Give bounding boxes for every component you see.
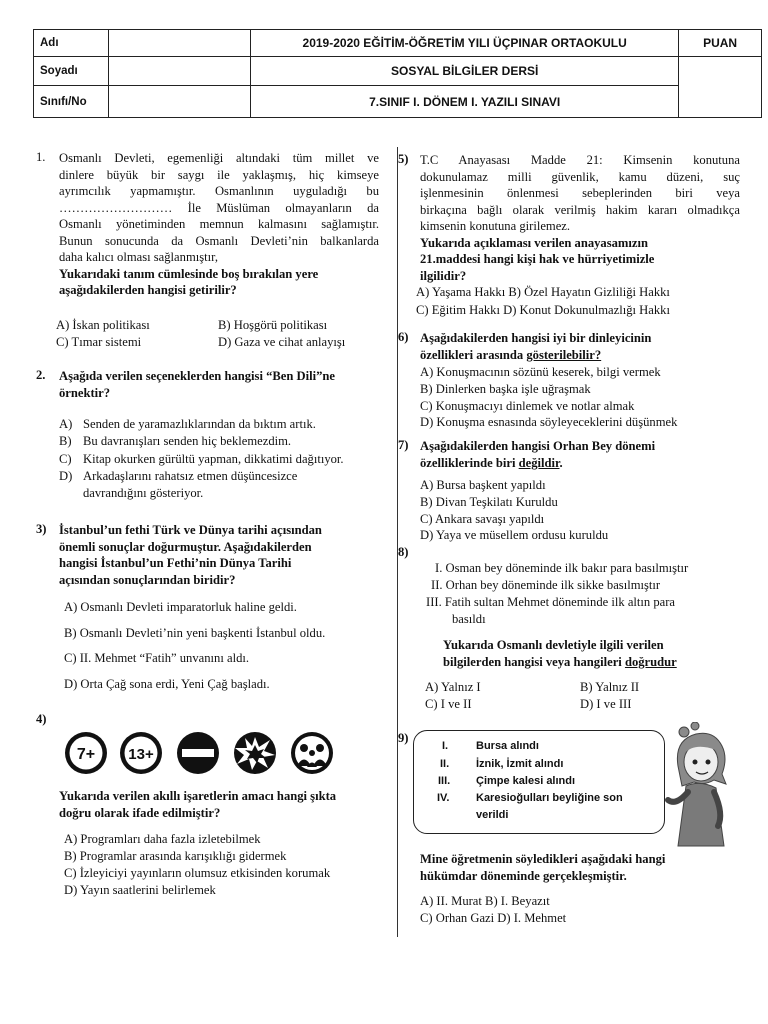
negative-example-icon bbox=[177, 732, 219, 774]
bubble-item-text: Bursa alındı bbox=[476, 740, 539, 752]
question-number: 1. bbox=[36, 150, 46, 164]
option-b[interactable]: B) Yalnız II bbox=[580, 680, 640, 694]
question-prompt: açısından sonuçlarından biridir? bbox=[59, 572, 236, 587]
prompt-text: . bbox=[559, 455, 563, 470]
statement-1: I. Osman bey döneminde ilk bakır para basılmıştır bbox=[435, 561, 689, 575]
text-line: ……………………… İle Müslüman olmayanların da bbox=[59, 200, 379, 215]
course-title: SOSYAL BİLGİLER DERSİ bbox=[251, 57, 679, 86]
question-prompt: önemli sonuçlar doğurmuştur. Aşağıdakilerden bbox=[59, 539, 312, 554]
option-d[interactable]: D) Orta Çağ sona erdi, Yeni Çağ başladı. bbox=[64, 677, 270, 691]
bubble-item-number: I. bbox=[442, 740, 449, 752]
option-d[interactable]: D) I ve III bbox=[580, 697, 632, 711]
option-a[interactable]: A) Programları daha fazla izletebilmek bbox=[64, 832, 261, 846]
name-field[interactable] bbox=[108, 30, 250, 57]
bubble-item-number: III. bbox=[438, 775, 451, 787]
question-prompt bbox=[420, 455, 740, 472]
statement-3: III. Fatih sultan Mehmet döneminde ilk altın para bbox=[426, 595, 676, 609]
question-number: 8) bbox=[398, 545, 409, 559]
question-prompt: Yukarıda Osmanlı devletiyle ilgili verilen bbox=[443, 638, 664, 652]
question-5-text bbox=[420, 152, 740, 284]
option-b[interactable]: B) Hoşgörü politikası bbox=[218, 318, 328, 332]
text-line: dokunulamaz milli güvenlik, kamu düzeni, suç bbox=[420, 169, 740, 184]
text-line: Bunun sonucunda da Osmanlı Devleti’nin balkanlarda bbox=[59, 233, 379, 248]
text-line: Osmanlı Devleti, egemenliği altındaki tüm millet ve bbox=[59, 151, 379, 165]
option-label-b: B) bbox=[59, 434, 72, 448]
column-divider bbox=[397, 147, 398, 937]
option-b[interactable]: B) Divan Teşkilatı Kuruldu bbox=[420, 495, 558, 509]
prompt-text: bilgilerden hangisi veya hangileri bbox=[443, 654, 625, 669]
text-line: daha kalıcı olması sağlanmıştır, bbox=[59, 250, 218, 264]
question-9-prompt bbox=[420, 851, 740, 884]
text-line: Osmanlı yönetiminden memnun kalmasını sağlamıştır. bbox=[59, 217, 379, 231]
question-prompt: Aşağıdakilerden hangisi Orhan Bey dönemi bbox=[420, 439, 656, 453]
statement-3-continued: basıldı bbox=[452, 612, 486, 626]
smart-signs-row bbox=[64, 731, 378, 775]
option-b[interactable]: B) Osmanlı Devleti’nin yeni başkenti İstanbul oldu. bbox=[64, 626, 326, 640]
question-number: 9) bbox=[398, 731, 409, 745]
question-prompt: Aşağıdakilerden hangisi iyi bir dinleyicinin bbox=[420, 331, 652, 345]
option-c[interactable]: C) İzleyiciyi yayınların olumsuz etkisinden korumak bbox=[64, 866, 331, 880]
score-field[interactable] bbox=[679, 57, 762, 118]
question-number: 2. bbox=[36, 368, 46, 382]
bubble-item-number: IV. bbox=[437, 792, 450, 804]
option-label-c: C) bbox=[59, 452, 72, 466]
general-audience-family-icon bbox=[291, 732, 333, 774]
option-d[interactable]: Arkadaşlarını rahatsız etmen düşüncesizce bbox=[83, 469, 298, 483]
question-prompt: hükümdar döneminde gerçekleşmiştir. bbox=[420, 868, 627, 883]
option-a[interactable]: A) Konuşmacının sözünü keserek, bilgi vermek bbox=[420, 365, 661, 379]
option-c[interactable]: Kitap okurken gürültü yapman, dikkatimi dağıtıyor. bbox=[83, 452, 344, 466]
option-d[interactable]: D) Gaza ve cihat anlayışı bbox=[218, 335, 346, 349]
options-a-b[interactable]: A) II. Murat B) I. Beyazıt bbox=[420, 894, 550, 908]
question-prompt: ilgilidir? bbox=[420, 268, 467, 283]
question-prompt bbox=[443, 654, 743, 671]
statement-2: II. Orhan bey döneminde ilk sikke basılmıştır bbox=[431, 578, 661, 592]
question-number: 6) bbox=[398, 330, 409, 344]
speech-bubble bbox=[413, 730, 665, 834]
option-a[interactable]: A) İskan politikası bbox=[56, 318, 150, 332]
option-b[interactable]: B) Dinlerken başka işle uğraşmak bbox=[420, 382, 591, 396]
option-c[interactable]: C) Konuşmacıyı dinlemek ve notlar almak bbox=[420, 399, 635, 413]
options-c-d[interactable]: C) Eğitim Hakkı D) Konut Dokunulmazlığı Hakkı bbox=[416, 303, 670, 317]
option-a[interactable]: Senden de yaramazlıklarından da bıktım artık. bbox=[83, 417, 316, 431]
text-line: birkaçına bağlı olarak verilmiş hakim kararı olmadıkça bbox=[420, 202, 740, 217]
prompt-emphasis: değildir bbox=[518, 455, 560, 470]
text-line: dinlere büyük bir saygı ile yaklaşmış, hiç kimseye bbox=[59, 167, 379, 182]
options-c-d[interactable]: C) Orhan Gazi D) I. Mehmet bbox=[420, 911, 567, 925]
question-8-prompt bbox=[443, 637, 743, 670]
question-prompt: doğru olarak ifade edilmiştir? bbox=[59, 805, 221, 820]
prompt-text: özellikleri arasında bbox=[420, 347, 527, 362]
class-field[interactable] bbox=[108, 86, 250, 118]
bubble-item-text: İznik, İzmit alındı bbox=[476, 758, 564, 770]
bubble-item-text-continued: verildi bbox=[476, 809, 509, 821]
violence-fear-icon bbox=[234, 732, 276, 774]
school-title: 2019-2020 EĞİTİM-ÖĞRETİM YILI ÜÇPINAR ORTAOKULU bbox=[251, 30, 679, 57]
question-prompt: İstanbul’un fethi Türk ve Dünya tarihi açısından bbox=[59, 523, 322, 537]
exam-title: 7.SINIF I. DÖNEM I. YAZILI SINAVI bbox=[251, 86, 679, 118]
bubble-item-text: Çimpe kalesi alındı bbox=[476, 775, 576, 787]
general-audience-7-icon bbox=[65, 732, 107, 774]
age-13-label: 13+ bbox=[128, 746, 154, 763]
question-prompt: 21.maddesi hangi kişi hak ve hürriyetimizle bbox=[420, 252, 655, 266]
option-c[interactable]: C) I ve II bbox=[425, 697, 472, 711]
surname-label: Soyadı bbox=[34, 57, 109, 86]
question-prompt: hangisi İstanbul’un Fethi’nin Dünya Tarihi bbox=[59, 556, 292, 570]
age-7-label: 7+ bbox=[76, 746, 96, 763]
question-3-prompt bbox=[59, 522, 379, 588]
question-number: 4) bbox=[36, 712, 47, 726]
option-a[interactable]: A) Bursa başkent yapıldı bbox=[420, 478, 546, 492]
prompt-text: özelliklerinde biri bbox=[420, 455, 519, 470]
prompt-emphasis: doğrudur bbox=[624, 654, 677, 669]
text-line: işlenmesinin önlenmesi sebeplerinden biri veya bbox=[420, 186, 740, 200]
option-d[interactable]: D) Yaya ve müsellem ordusu kuruldu bbox=[420, 528, 609, 542]
question-number: 3) bbox=[36, 522, 47, 536]
question-prompt: Yukarıda açıklaması verilen anayasamızın bbox=[420, 235, 648, 250]
question-7-prompt bbox=[420, 438, 740, 471]
option-c[interactable]: C) Tımar sistemi bbox=[56, 335, 142, 349]
option-b[interactable]: B) Programlar arasında karışıklığı gidermek bbox=[64, 849, 287, 863]
question-prompt: Yukarıdaki tanım cümlesinde boş bırakılan yere bbox=[59, 266, 319, 281]
question-prompt: Aşağıda verilen seçeneklerden hangisi “Ben Dili”ne bbox=[59, 369, 336, 383]
question-number: 7) bbox=[398, 438, 409, 452]
question-prompt bbox=[420, 347, 740, 364]
question-4-prompt bbox=[59, 788, 379, 821]
option-a[interactable]: A) Osmanlı Devleti imparatorluk haline geldi. bbox=[64, 600, 297, 614]
question-prompt: örnektir? bbox=[59, 385, 111, 400]
surname-field[interactable] bbox=[108, 57, 250, 86]
question-1-text bbox=[59, 150, 379, 299]
text-line: ayrımcılık yapmamıştır. Osmanlının uyguladığı bu bbox=[59, 184, 379, 198]
option-c[interactable]: C) II. Mehmet “Fatih” unvanını aldı. bbox=[64, 651, 250, 665]
option-d-continued: davrandığını gösteriyor. bbox=[83, 486, 204, 500]
options-a-b[interactable]: A) Yaşama Hakkı B) Özel Hayatın Gizliliği Hakkı bbox=[416, 285, 670, 299]
option-d[interactable]: D) Yayın saatlerini belirlemek bbox=[64, 883, 216, 897]
option-c[interactable]: C) Ankara savaşı yapıldı bbox=[420, 512, 545, 526]
question-number: 5) bbox=[398, 152, 409, 166]
name-label: Adı bbox=[34, 30, 109, 57]
age-13-plus-icon bbox=[120, 732, 162, 774]
option-b[interactable]: Bu davranışları senden hiç beklemezdim. bbox=[83, 434, 292, 448]
option-a[interactable]: A) Yalnız I bbox=[425, 680, 481, 694]
text-line: T.C Anayasası Madde 21: Kimsenin konutuna bbox=[420, 153, 740, 167]
question-2-prompt bbox=[59, 368, 379, 401]
score-label: PUAN bbox=[679, 30, 762, 57]
bubble-item-number: II. bbox=[440, 758, 450, 770]
option-d[interactable]: D) Konuşma esnasında söyleyeceklerini düşünmek bbox=[420, 415, 678, 429]
question-prompt: aşağıdakilerden hangisi getirilir? bbox=[59, 283, 237, 297]
teacher-illustration bbox=[664, 722, 736, 848]
exam-header-table bbox=[33, 29, 762, 118]
bubble-item-text: Karesioğulları beyliğine son bbox=[476, 792, 623, 804]
question-prompt: Yukarıda verilen akıllı işaretlerin amacı hangi şıkta bbox=[59, 789, 337, 803]
text-line: kimsenin konutuna girilemez. bbox=[420, 219, 571, 233]
option-label-a: A) bbox=[59, 417, 73, 431]
question-prompt: Mine öğretmenin söyledikleri aşağıdaki hangi bbox=[420, 852, 666, 866]
option-label-d: D) bbox=[59, 469, 73, 483]
prompt-emphasis: gösterilebilir? bbox=[526, 347, 602, 362]
class-label: Sınıfı/No bbox=[34, 86, 109, 118]
question-6-prompt bbox=[420, 330, 740, 363]
